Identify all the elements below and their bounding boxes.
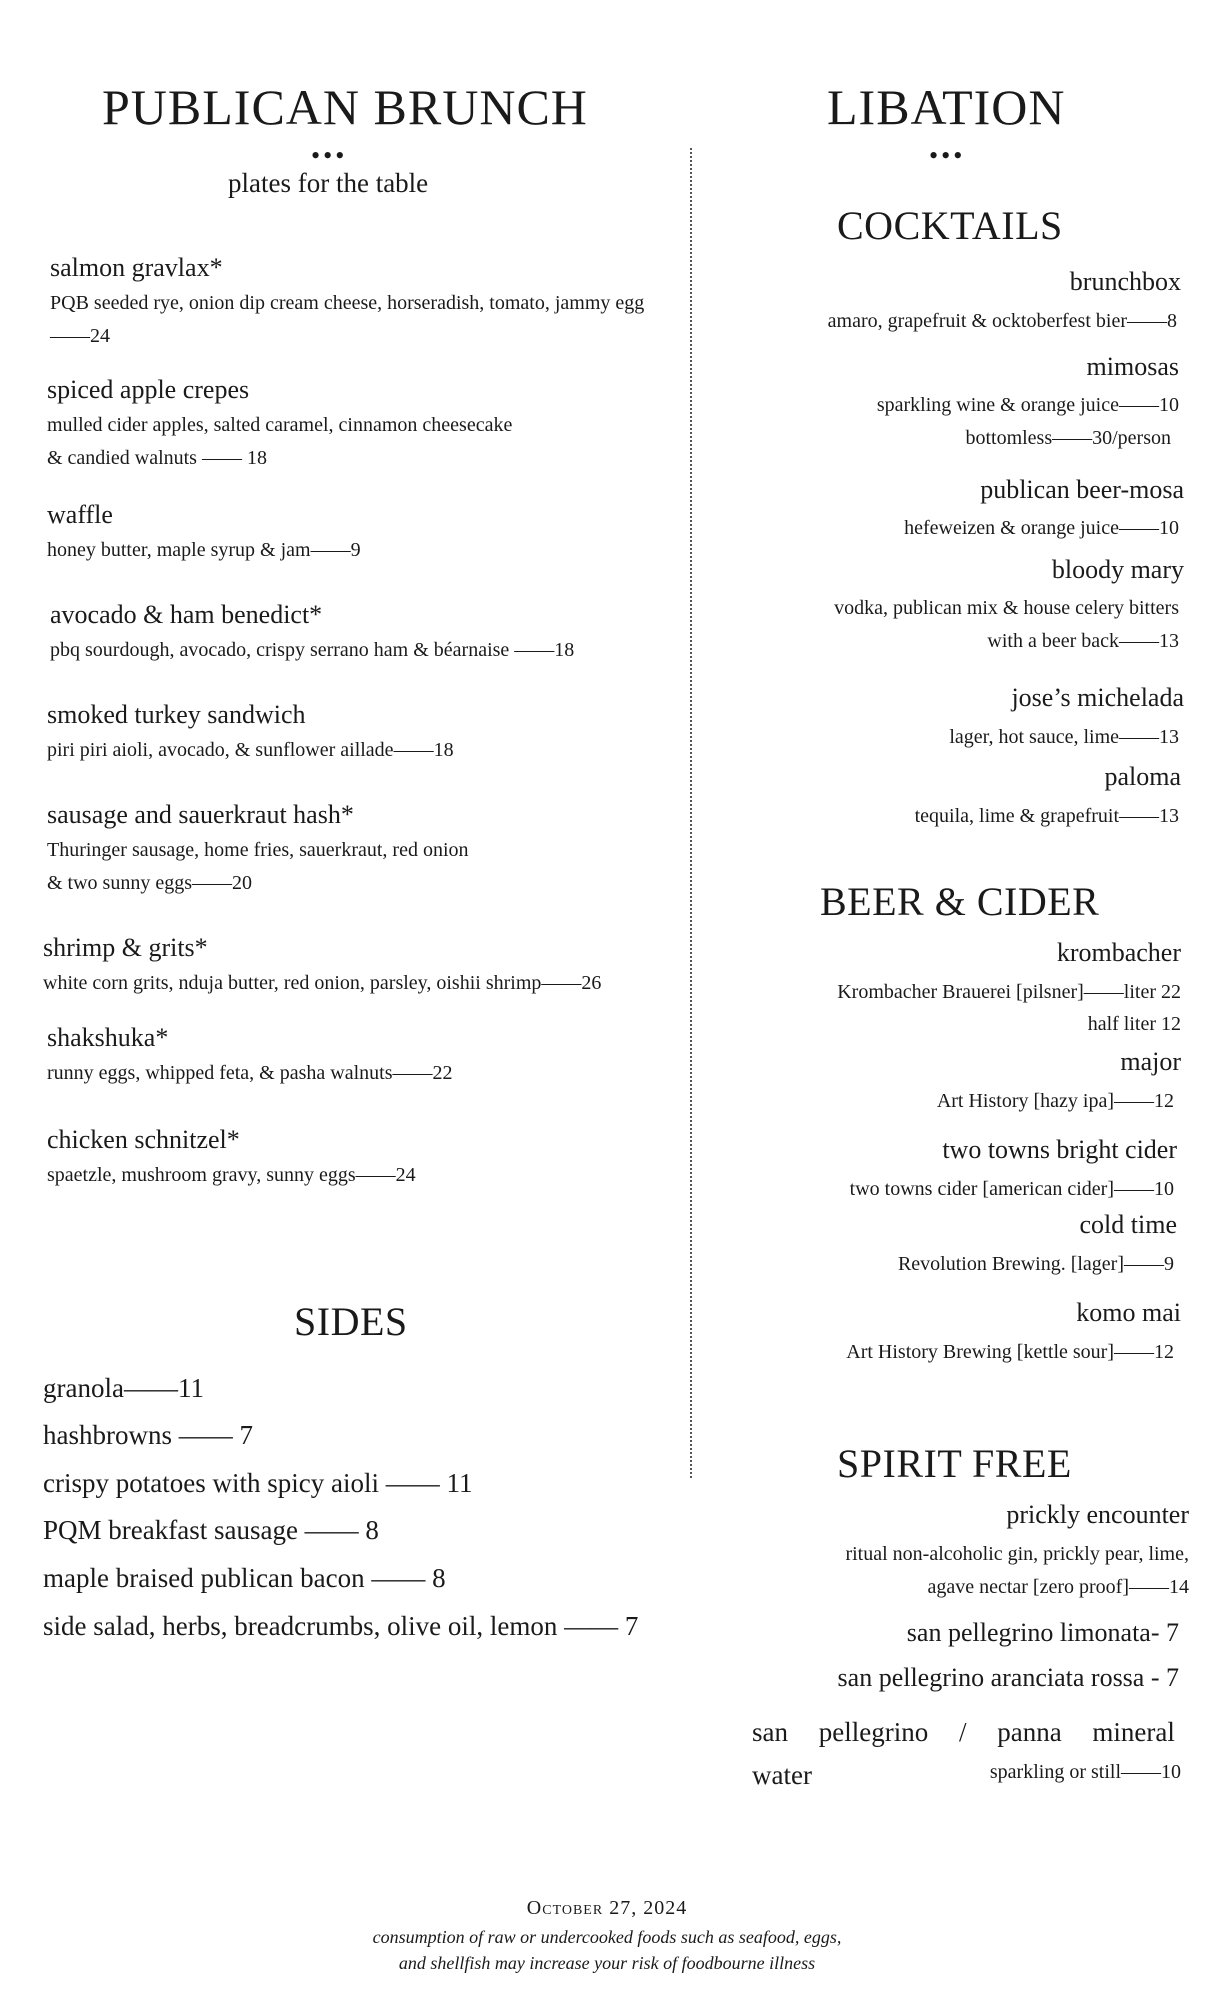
item-description: piri piri aioli, avocado, & sunflower aillade——18 (47, 739, 454, 761)
drink-name: san pellegrino aranciata rossa - 7 (837, 1663, 1179, 1692)
menu-item (47, 700, 454, 767)
menu-item (47, 500, 361, 567)
drink-description: half liter 12 (1087, 1013, 1181, 1035)
menu-item (47, 1023, 452, 1090)
item-description: pbq sourdough, avocado, crispy serrano ham & béarnaise ——18 (50, 639, 575, 661)
health-notice-line: and shellfish may increase your risk of foodbourne illness (398, 1953, 816, 1973)
item-description-line: & candied walnuts —— 18 (47, 447, 267, 469)
drink-name: publican beer-mosa (980, 475, 1184, 504)
item-name: sausage and sauerkraut hash* (47, 800, 354, 829)
drink-description: hefeweizen & orange juice——10 (904, 517, 1179, 539)
item-description: white corn grits, nduja butter, red onion, parsley, oishii shrimp——26 (43, 972, 602, 994)
menu-item (47, 1125, 416, 1192)
drink-description: Revolution Brewing. [lager]——9 (897, 1253, 1174, 1275)
drink-description: vodka, publican mix & house celery bitters (834, 597, 1179, 619)
sides-title: SIDES (294, 1299, 408, 1344)
item-description-line: & two sunny eggs——20 (47, 872, 252, 894)
drink-name: jose’s michelada (1011, 683, 1184, 712)
menu-date: October 27, 2024 (526, 1897, 688, 1919)
cocktails-title: COCKTAILS (837, 203, 1063, 248)
drink-description: tequila, lime & grapefruit——13 (914, 805, 1179, 827)
column-divider (690, 148, 692, 1478)
drink-description: agave nectar [zero proof]——14 (927, 1576, 1189, 1598)
menu-item (47, 375, 512, 475)
side-item: crispy potatoes with spicy aioli —— 11 (43, 1468, 473, 1498)
menu-item (50, 600, 574, 667)
brunch-title: PUBLICAN BRUNCH (102, 79, 588, 135)
side-item: granola——11 (43, 1373, 204, 1403)
item-description-line: Thuringer sausage, home fries, sauerkraut, red onion (47, 839, 469, 861)
menu-item (43, 933, 601, 1000)
libation-title-dots: ••• (929, 141, 966, 170)
drink-name: major (1120, 1047, 1181, 1076)
item-name: chicken schnitzel* (47, 1125, 240, 1154)
brunch-title-dots: ••• (311, 141, 348, 170)
item-description: runny eggs, whipped feta, & pasha walnuts——22 (47, 1062, 453, 1084)
drink-name: two towns bright cider (942, 1135, 1177, 1164)
drink-description: amaro, grapefruit & ocktoberfest bier——8 (827, 310, 1177, 332)
item-name: waffle (47, 500, 113, 529)
drink-description: Art History [hazy ipa]——12 (936, 1090, 1174, 1112)
drink-name: komo mai (1076, 1298, 1181, 1327)
drink-name: bloody mary (1051, 555, 1184, 584)
menu-item (50, 253, 680, 353)
drink-description: two towns cider [american cider]——10 (849, 1178, 1174, 1200)
drink-description: sparkling or still——10 (989, 1761, 1181, 1783)
drink-description: lager, hot sauce, lime——13 (949, 726, 1179, 748)
side-item: maple braised publican bacon —— 8 (43, 1563, 446, 1593)
drink-description: with a beer back——13 (987, 630, 1179, 652)
side-item: PQM breakfast sausage —— 8 (43, 1515, 379, 1545)
drink-name: prickly encounter (1006, 1500, 1189, 1529)
item-description: PQB seeded rye, onion dip cream cheese, horseradish, tomato, jammy egg——24 (50, 292, 645, 347)
health-notice-line: consumption of raw or undercooked foods such as seafood, eggs, (372, 1927, 842, 1947)
libation-title: LIBATION (827, 79, 1066, 135)
spirit-free-title: SPIRIT FREE (837, 1441, 1072, 1486)
drink-name: krombacher (1056, 938, 1181, 967)
drink-description: ritual non-alcoholic gin, prickly pear, lime, (845, 1543, 1189, 1565)
item-name: smoked turkey sandwich (47, 700, 306, 729)
water-name-line: water (752, 1760, 812, 1790)
drink-name: paloma (1104, 762, 1181, 791)
menu-item (47, 800, 469, 900)
drink-description: sparkling wine & orange juice——10 (876, 394, 1179, 416)
drink-description: bottomless——30/person (965, 427, 1171, 449)
item-description: spaetzle, mushroom gravy, sunny eggs——24 (47, 1164, 416, 1186)
brunch-subtitle: plates for the table (228, 168, 429, 198)
drink-description: Krombacher Brauerei [pilsner]——liter 22 (837, 981, 1181, 1003)
drink-name: cold time (1079, 1210, 1177, 1239)
drink-name: mimosas (1086, 352, 1179, 381)
drink-name: brunchbox (1069, 267, 1181, 296)
item-name: salmon gravlax* (50, 253, 223, 282)
drink-name: san pellegrino limonata- 7 (906, 1618, 1179, 1647)
side-item: side salad, herbs, breadcrumbs, olive oil, lemon —— 7 (43, 1611, 639, 1641)
item-description-line: mulled cider apples, salted caramel, cinnamon cheesecake (47, 414, 513, 436)
item-name: avocado & ham benedict* (50, 600, 323, 629)
item-name: shrimp & grits* (43, 933, 208, 962)
beer-cider-title: BEER & CIDER (820, 879, 1100, 924)
drink-description: Art History Brewing [kettle sour]——12 (846, 1341, 1174, 1363)
side-item: hashbrowns —— 7 (43, 1420, 253, 1450)
water-name-line: san pellegrino / panna mineral (752, 1717, 1175, 1747)
item-name: spiced apple crepes (47, 375, 250, 404)
item-name: shakshuka* (47, 1023, 169, 1052)
item-description: honey butter, maple syrup & jam——9 (47, 539, 361, 561)
